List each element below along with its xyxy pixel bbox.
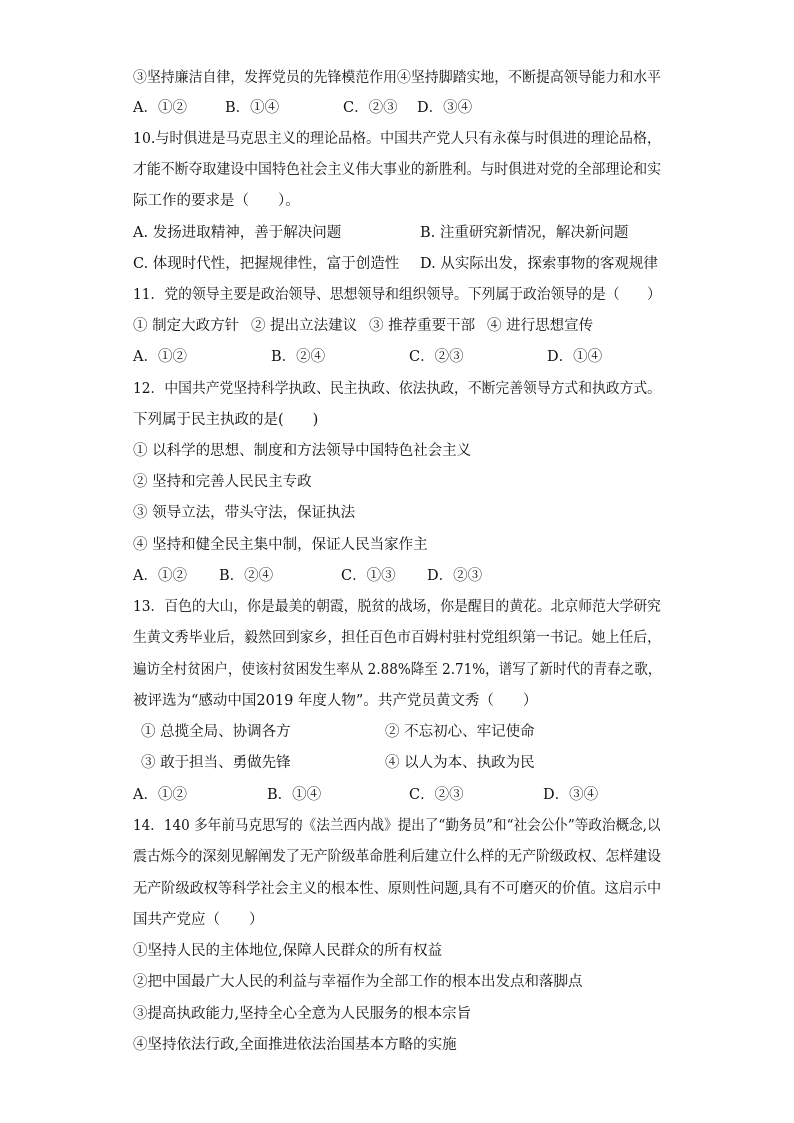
q12-option-c[interactable]: C．①③: [341, 568, 396, 584]
q14-stem-line: 无产阶级政权等科学社会主义的根本性、原则性问题,具有不可磨灭的价值。这启示中: [133, 881, 662, 897]
q14-stem-line: 震古烁今的深刻见解阐发了无产阶级革命胜利后建立什么样的无产阶级政权、怎样建设: [133, 849, 662, 865]
q12-statement: ④ 坚持和健全民主集中制，保证人民当家作主: [133, 537, 428, 553]
q11-option-a[interactable]: A．①②: [133, 349, 187, 365]
q13-stem-line: 13．百色的大山，你是最美的朝霞，脱贫的战场，你是醒目的黄花。北京师范大学研究: [133, 599, 661, 615]
q11-option-b[interactable]: B．②④: [271, 349, 326, 365]
q11-item: ② 提出立法建议: [251, 318, 358, 334]
q12-statement: ② 坚持和完善人民民主专政: [133, 474, 312, 490]
q11-item: ① 制定大政方针: [133, 318, 240, 334]
q13-option-c[interactable]: C．②③: [409, 787, 464, 803]
q9-option-a[interactable]: A．①②: [133, 100, 187, 116]
q11-option-d[interactable]: D．①④: [547, 349, 603, 365]
q13-option-a[interactable]: A．①②: [133, 787, 187, 803]
q13-option-b[interactable]: B．①④: [267, 787, 322, 803]
q14-statement: ①坚持人民的主体地位,保障人民群众的所有权益: [133, 943, 443, 959]
q11-item: ③ 推荐重要干部: [369, 318, 476, 334]
q14-statement: ③提高执政能力,坚持全心全意为人民服务的根本宗旨: [133, 1006, 472, 1022]
q12-stem-line: 下列属于民主执政的是( ): [133, 412, 319, 428]
q12-statement: ① 以科学的思想、制度和方法领导中国特色社会主义: [133, 443, 472, 459]
q13-stem-line: 被评选为“感动中国2019 年度人物”。共产党员黄文秀（ ）: [133, 693, 538, 709]
q13-item: ① 总揽全局、协调各方: [141, 724, 291, 740]
q10-option-c[interactable]: C. 体现时代性，把握规律性，富于创造性: [133, 256, 400, 272]
q14-statement: ②把中国最广大人民的利益与幸福作为全部工作的根本出发点和落脚点: [133, 974, 583, 990]
q13-item: ③ 敢于担当、勇做先锋: [141, 755, 291, 771]
q12-option-b[interactable]: B．②④: [219, 568, 274, 584]
q10-option-b[interactable]: B. 注重研究新情况，解决新问题: [420, 225, 629, 241]
q10-option-a[interactable]: A. 发扬进取精神，善于解决问题: [133, 225, 342, 241]
q13-item: ④ 以人为本、执政为民: [385, 755, 535, 771]
q14-stem-line: 14．140 多年前马克思写的《法兰西内战》提出了“勤务员”和“社会公仆”等政治概念,以: [133, 818, 661, 834]
q13-stem-line: 生黄文秀毕业后，毅然回到家乡，担任百色市百姆村驻村党组织第一书记。她上任后，: [133, 630, 662, 646]
q9-option-d[interactable]: D．③④: [417, 100, 473, 116]
q12-stem-line: 12．中国共产党坚持科学执政、民主执政、依法执政，不断完善领导方式和执政方式。: [133, 381, 661, 397]
q10-option-d[interactable]: D. 从实际出发，探索事物的客观规律: [420, 256, 658, 272]
q9-statement-line: ③坚持廉洁自律，发挥党员的先锋模范作用④坚持脚踏实地，不断提高领导能力和水平: [133, 70, 662, 86]
q11-option-c[interactable]: C．②③: [409, 349, 464, 365]
q9-option-c[interactable]: C．②③: [343, 100, 398, 116]
q12-option-a[interactable]: A．①②: [133, 568, 187, 584]
q13-option-d[interactable]: D．③④: [543, 787, 599, 803]
q10-stem-line: 际工作的要求是（ ）。: [133, 193, 300, 209]
q13-item: ② 不忘初心、牢记使命: [385, 724, 535, 740]
q11-item: ④ 进行思想宣传: [487, 318, 594, 334]
q10-stem-line: 才能不断夺取建设中国特色社会主义伟大事业的新胜利。与时俱进对党的全部理论和实: [133, 162, 662, 178]
q11-stem-line: 11．党的领导主要是政治领导、思想领导和组织领导。下列属于政治领导的是（ ）: [133, 287, 661, 303]
q14-stem-line: 国共产党应（ ）: [133, 912, 264, 928]
q9-option-b[interactable]: B．①④: [225, 100, 280, 116]
q14-statement: ④坚持依法行政,全面推进依法治国基本方略的实施: [133, 1037, 457, 1053]
q13-stem-line: 遍访全村贫困户，使该村贫困发生率从 2.88%降至 2.71%，谱写了新时代的青春之歌，: [133, 662, 662, 678]
q10-stem-line: 10.与时俱进是马克思主义的理论品格。中国共产党人只有永葆与时俱进的理论品格，: [133, 131, 662, 147]
q12-statement: ③ 领导立法，带头守法，保证执法: [133, 505, 356, 521]
q12-option-d[interactable]: D．②③: [427, 568, 483, 584]
